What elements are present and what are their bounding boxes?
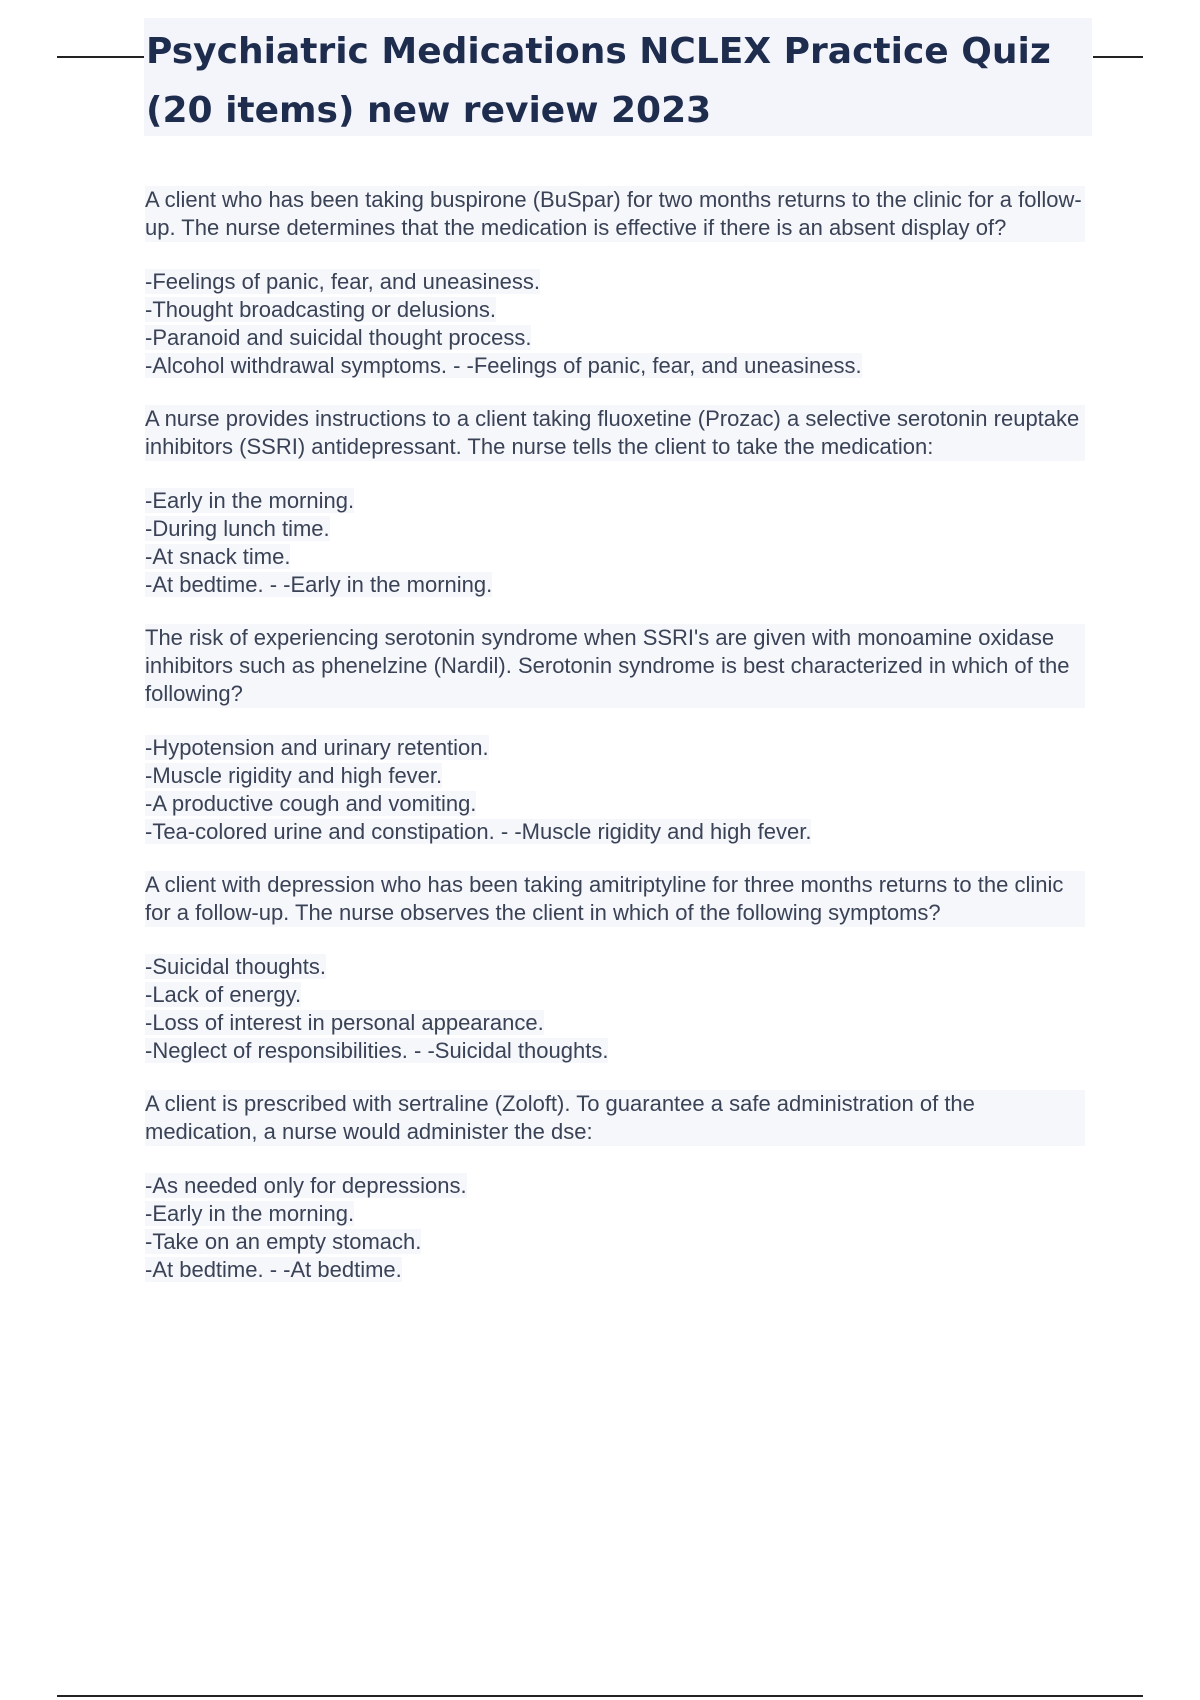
option-list [145,734,1085,846]
option-item-with-answer: -Neglect of responsibilities. - -Suicidal thoughts. [145,1038,609,1063]
option-item: -Feelings of panic, fear, and uneasiness. [145,269,541,294]
option-item: -During lunch time. [145,516,330,541]
question-3 [145,624,1085,846]
question-2 [145,405,1085,599]
question-stem: The risk of experiencing serotonin syndrome when SSRI's are given with monoamine oxidase inhibitors such as phenelzine (Nardil). Serotonin syndrome is best characterized in which of the following? [145,624,1085,708]
option-list [145,1172,1085,1284]
option-item: -Muscle rigidity and high fever. [145,763,443,788]
option-item: -As needed only for depressions. [145,1173,467,1198]
option-item: -A productive cough and vomiting. [145,791,477,816]
option-item: -Lack of energy. [145,982,302,1007]
question-stem: A client who has been taking buspirone (BuSpar) for two months returns to the clinic for a follow-up. The nurse determines that the medication is effective if there is an absent display of? [145,186,1085,242]
title-line-1: Psychiatric Medications NCLEX Practice Quiz [146,31,1051,72]
option-list [145,487,1085,599]
question-stem: A nurse provides instructions to a client taking fluoxetine (Prozac) a selective serotonin reuptake inhibitors (SSRI) antidepressant. The nurse tells the client to take the medication: [145,405,1085,461]
option-item: -Paranoid and suicidal thought process. [145,325,532,350]
option-item: -Take on an empty stomach. [145,1229,422,1254]
question-5 [145,1090,1085,1284]
option-item: -Thought broadcasting or delusions. [145,297,496,322]
header-rule-left [57,56,145,58]
header-rule-right [1093,56,1143,58]
option-item: -Early in the morning. [145,1201,355,1226]
option-item: -Suicidal thoughts. [145,954,326,979]
option-item-with-answer: -Alcohol withdrawal symptoms. - -Feelings of panic, fear, and uneasiness. [145,353,862,378]
option-item: -At snack time. [145,544,291,569]
question-list [145,186,1085,1309]
option-item: -Loss of interest in personal appearance. [145,1010,544,1035]
footer-rule [57,1695,1143,1697]
option-item-with-answer: -Tea-colored urine and constipation. - -Muscle rigidity and high fever. [145,819,812,844]
option-item: -Early in the morning. [145,488,355,513]
question-4 [145,871,1085,1065]
option-item-with-answer: -At bedtime. - -Early in the morning. [145,572,493,597]
question-1 [145,186,1085,380]
question-stem: A client is prescribed with sertraline (Zoloft). To guarantee a safe administration of the medication, a nurse would administer the dse: [145,1090,1085,1146]
question-stem: A client with depression who has been taking amitriptyline for three months returns to the clinic for a follow-up. The nurse observes the client in which of the following symptoms? [145,871,1085,927]
option-item: -Hypotension and urinary retention. [145,735,489,760]
option-list [145,268,1085,380]
option-list [145,953,1085,1065]
title-line-2: (20 items) new review 2023 [146,90,712,131]
document-title [144,18,1092,136]
option-item-with-answer: -At bedtime. - -At bedtime. [145,1257,402,1282]
